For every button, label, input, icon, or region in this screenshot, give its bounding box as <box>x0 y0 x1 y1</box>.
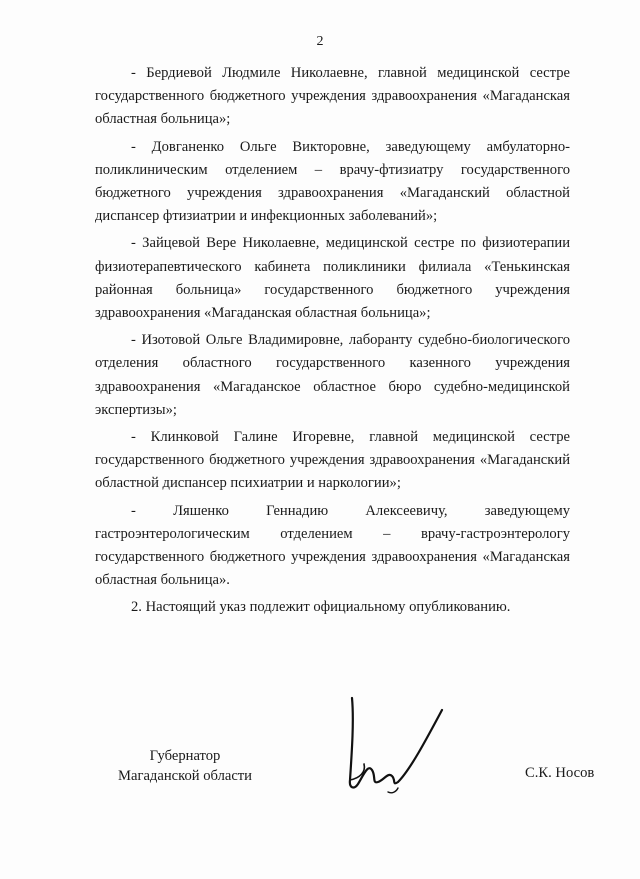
document-body <box>95 62 570 624</box>
handwritten-signature <box>330 680 460 810</box>
signatory-position-line2: Магаданской области <box>118 768 252 784</box>
list-item: - Изотовой Ольге Владимировне, лаборанту судебно-биологического отделения областного государственного казенного учреждения здравоохранения «Магаданское областное бюро судебно-медицинской экспертизы»; <box>95 332 570 418</box>
signatory-name: С.К. Носов <box>525 765 595 781</box>
list-item: - Довганенко Ольге Викторовне, заведующему амбулаторно-поликлиническим отделением – врачу-фтизиатру государственного бюджетного учреждения здравоохранения «Магаданский областной диспансер фтизиатрии и инфекционных заболеваний»; <box>95 138 570 225</box>
signatory-position-line1: Губернатор <box>149 748 221 764</box>
signatory-position <box>110 746 260 786</box>
list-item: - Зайцевой Вере Николаевне, медицинской сестре по физиотерапии физиотерапевтического кабинета поликлиники филиала «Тенькинская районная больница» государственного бюджетного учреждения здравоохранения «Магаданская областная больница»; <box>95 235 570 322</box>
list-item: - Бердиевой Людмиле Николаевне, главной медицинской сестре государственного бюджетного учреждения здравоохранения «Магаданская областная больница»; <box>95 65 570 128</box>
list-item: - Клинковой Галине Игоревне, главной медицинской сестре государственного бюджетного учреждения здравоохранения «Магаданский областной диспансер психиатрии и наркологии»; <box>95 429 570 492</box>
list-item: - Ляшенко Геннадию Алексеевичу, заведующему гастроэнтерологическим отделением – врачу-гастроэнтерологу государственного бюджетного учреждения здравоохранения «Магаданская областная больница». <box>95 502 570 589</box>
page-number: 2 <box>316 34 324 49</box>
final-clause: 2. Настоящий указ подлежит официальному опубликованию. <box>131 599 511 616</box>
